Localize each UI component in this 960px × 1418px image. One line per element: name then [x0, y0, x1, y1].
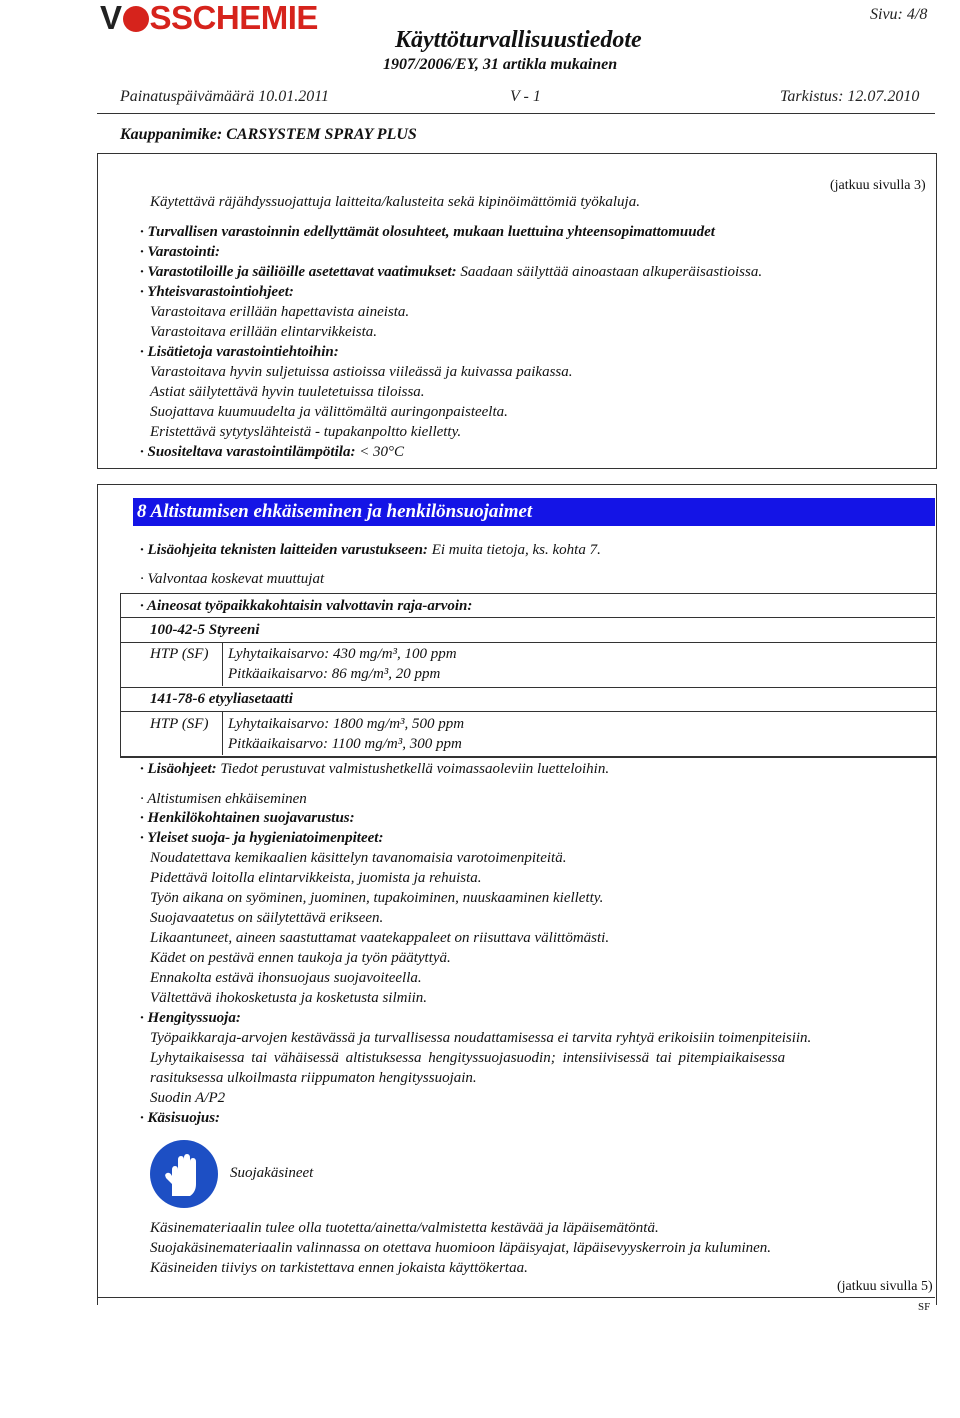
- extra-info-heading: · Lisätietoja varastointiehtoihin:: [140, 344, 339, 360]
- joint-storage-2: Varastoitava erillään elintarvikkeista.: [150, 324, 378, 340]
- general-measure: Vältettävä ihokosketusta ja kosketusta silmiin.: [150, 990, 428, 1006]
- substance-type: HTP (SF): [150, 646, 209, 662]
- respiratory-heading: · Hengityssuoja:: [140, 1010, 241, 1026]
- general-measure: Suojavaatetus on säilytettävä erikseen.: [150, 910, 384, 926]
- continued-from: (jatkuu sivulla 3): [830, 178, 926, 193]
- control-parameters: · Valvontaa koskevat muuttujat: [140, 571, 325, 587]
- general-measure: Kädet on pestävä ennen taukoja ja työn päätyttyä.: [150, 950, 451, 966]
- general-measure: Työn aikana on syöminen, juominen, tupakoiminen, nuuskaaminen kielletty.: [150, 890, 604, 906]
- section-8-heading-bar: [133, 498, 935, 526]
- respiratory-text: Suodin A/P2: [150, 1090, 226, 1106]
- continued-to: (jatkuu sivulla 5): [837, 1279, 933, 1294]
- language-code: SF: [918, 1301, 931, 1313]
- footer-divider: [97, 1297, 935, 1298]
- substance-type: HTP (SF): [150, 716, 209, 732]
- hand-text: Käsineiden tiiviys on tarkistettava ennen jokaista käyttökertaa.: [150, 1260, 528, 1276]
- technical-equipment: · Lisäohjeita teknisten laitteiden varustukseen: Ei muita tietoja, ks. kohta 7.: [140, 542, 601, 558]
- respiratory-text: Lyhytaikaisessa tai vähäisessä altistuksessa hengityssuojasuodin; intensiivisessä tai pitempiaikaisessa: [150, 1050, 786, 1066]
- storage-heading: · Varastointi:: [140, 244, 221, 260]
- limits-heading: · Aineosat työpaikkakohtaisin valvottavin raja-arvoin:: [140, 598, 473, 614]
- hand-text: Käsinemateriaalin tulee olla tuotetta/ainetta/valmistetta kestävää ja läpäisemätöntä.: [150, 1220, 659, 1236]
- glove-icon: [150, 1140, 218, 1208]
- header-divider: [97, 113, 935, 114]
- trade-name: Kauppanimike: CARSYSTEM SPRAY PLUS: [120, 126, 417, 143]
- hand-text: Suojakäsinemateriaalin valinnassa on otettava huomioon läpäisyajat, läpäisevyyskerroin ja kuluminen.: [150, 1240, 772, 1256]
- logo-o-icon: [123, 6, 149, 32]
- extra-info-1: Varastoitava hyvin suljetuissa astioissa viileässä ja kuivassa paikassa.: [150, 364, 573, 380]
- logo-prefix: V: [100, 0, 122, 36]
- document-title: Käyttöturvallisuustiedote: [395, 27, 642, 53]
- general-measures-heading: · Yleiset suoja- ja hygieniatoimenpiteet:: [140, 830, 384, 846]
- section-8-heading: 8 Altistumisen ehkäiseminen ja henkilönsuojaimet: [137, 501, 533, 522]
- general-measure: Ennakolta estävä ihonsuojaus suojavoiteella.: [150, 970, 422, 986]
- substance-name: 141-78-6 etyyliasetaatti: [150, 691, 293, 707]
- storage-conditions-heading: · Turvallisen varastoinnin edellyttämät olosuhteet, mukaan luettuina yhteensopimattomuudet: [140, 224, 715, 240]
- additional-info: · Lisäohjeet: Tiedot perustuvat valmistushetkellä voimassaoleviin luetteloihin.: [140, 761, 610, 777]
- respiratory-text: Työpaikkaraja-arvojen kestävässä ja turvallisessa noudattamisessa ei tarvita ryhtyä erikoisiin toimenpiteisiin.: [150, 1030, 812, 1046]
- extra-info-2: Astiat säilytettävä hyvin tuuletetuissa tiloissa.: [150, 384, 425, 400]
- long-term-value: Pitkäaikaisarvo: 1100 mg/m³, 300 ppm: [228, 736, 462, 752]
- explosion-proof-note: Käytettävä räjähdyssuojattuja laitteita/kalusteita sekä kipinöimättömiä työkaluja.: [150, 194, 640, 210]
- exposure-controls-heading: · Altistumisen ehkäiseminen: [140, 791, 307, 807]
- logo-main: SSCHEMIE: [149, 0, 318, 36]
- respiratory-text: rasituksessa ulkoilmasta riippumaton hengityssuojain.: [150, 1070, 477, 1086]
- glove-label: Suojakäsineet: [230, 1165, 314, 1181]
- long-term-value: Pitkäaikaisarvo: 86 mg/m³, 20 ppm: [228, 666, 441, 682]
- short-term-value: Lyhytaikaisarvo: 1800 mg/m³, 500 ppm: [228, 716, 465, 732]
- general-measure: Pidettävä loitolla elintarvikkeista, juomista ja rehuista.: [150, 870, 482, 886]
- substance-row-divider: [222, 642, 223, 686]
- joint-storage-heading: · Yhteisvarastointiohjeet:: [140, 284, 294, 300]
- substance-row-divider: [222, 711, 223, 755]
- ppe-heading: · Henkilökohtainen suojavarustus:: [140, 810, 355, 826]
- review-date: Tarkistus: 12.07.2010: [780, 88, 920, 105]
- extra-info-4: Eristettävä sytytyslähteistä - tupakanpoltto kielletty.: [150, 424, 462, 440]
- limits-table-divider: [120, 617, 935, 618]
- storage-requirements: · Varastotiloille ja säiliöille asetettavat vaatimukset: Saadaan säilyttää ainoastaan alkuperäisastioissa.: [140, 264, 763, 280]
- storage-temperature: · Suositeltava varastointilämpötila: < 30°C: [140, 444, 405, 460]
- general-measure: Noudatettava kemikaalien käsittelyn tavanomaisia varotoimenpiteitä.: [150, 850, 567, 866]
- general-measure: Likaantuneet, aineen saastuttamat vaatekappaleet on riisuttava välittömästi.: [150, 930, 610, 946]
- hand-protection-heading: · Käsisuojus:: [140, 1110, 221, 1126]
- page-number: Sivu: 4/8: [870, 6, 928, 23]
- short-term-value: Lyhytaikaisarvo: 430 mg/m³, 100 ppm: [228, 646, 457, 662]
- joint-storage-1: Varastoitava erillään hapettavista aineista.: [150, 304, 410, 320]
- document-subtitle: 1907/2006/EY, 31 artikla mukainen: [383, 56, 618, 73]
- company-logo: [100, 0, 318, 36]
- version: V - 1: [510, 88, 541, 105]
- substance-name: 100-42-5 Styreeni: [150, 622, 260, 638]
- print-date: Painatuspäivämäärä 10.01.2011: [120, 88, 330, 105]
- extra-info-3: Suojattava kuumuudelta ja välittömältä auringonpaisteelta.: [150, 404, 508, 420]
